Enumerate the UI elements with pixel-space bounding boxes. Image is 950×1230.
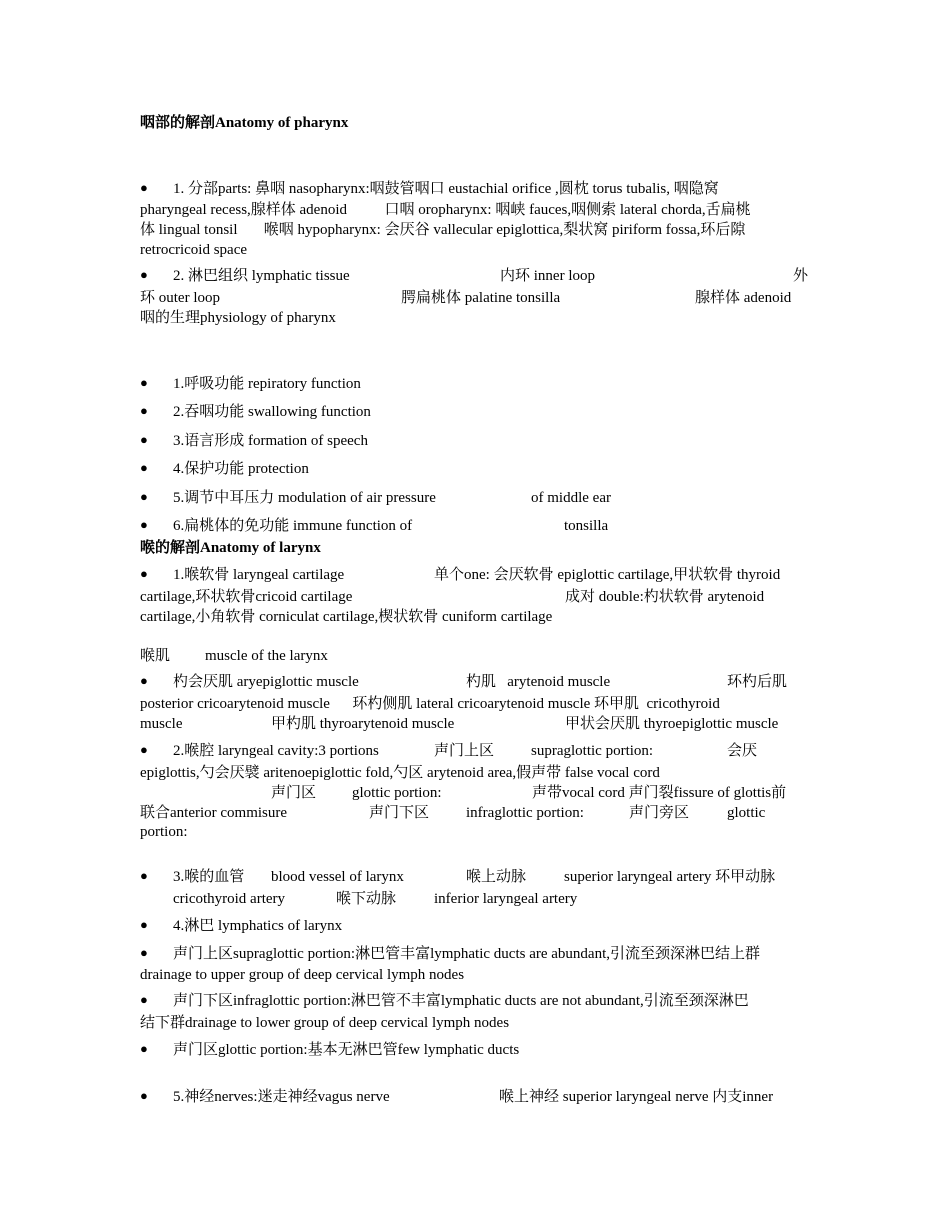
cavity-h: 声带vocal cord 声门裂fissure of glottis前 [532,785,787,801]
lymphatic-tissue: 2. 淋巴组织 lymphatic tissue [173,268,350,284]
larynx-anatomy-heading: 喉的解剖Anatomy of larynx [140,540,321,556]
bullet: ● [140,868,148,883]
parts-line-2: pharyngeal recess,腺样体 adenoid 口咽 oropharynx: 咽峡 fauces,咽侧索 lateral chorda,舌扁桃 [140,202,751,218]
parts-line-1: 1. 分部parts: 鼻咽 nasopharynx:咽鼓管咽口 eustachial orifice ,圆枕 torus tubalis, 咽隐窝 [173,181,719,197]
parts-line-4: retrocricoid space [140,242,248,258]
lymph-supraglottic-cont: drainage to upper group of deep cervical lymph nodes [140,967,465,983]
physiology-item: 5.调节中耳压力 modulation of air pressure [173,490,436,506]
bullet: ● [140,180,148,195]
muscle-b: 杓肌 arytenoid muscle [466,674,611,690]
cavity-d: 会厌 [727,743,758,759]
bullet: ● [140,566,148,581]
nerves-b: 喉上神经 superior laryngeal nerve 内支inner [499,1089,774,1105]
bullet: ● [140,673,148,688]
physiology-item-cont: tonsilla [564,518,609,534]
vessels-g: inferior laryngeal artery [434,891,578,907]
adenoid: 腺样体 adenoid [695,290,792,306]
cavity-k: infraglottic portion: [466,805,584,821]
physiology-item: 3.语言形成 formation of speech [173,433,368,449]
double-cartilage: 成对 double:杓状软骨 arytenoid [565,589,765,605]
vessels-c: 喉上动脉 [466,869,527,885]
lymph-glottic: 声门区glottic portion:基本无淋巴管few lymphatic ducts [173,1042,520,1058]
bullet: ● [140,403,148,418]
outer-loop: 环 outer loop [140,290,220,306]
muscle-e: muscle [140,716,183,732]
cavity-e: epiglottis,勺会厌襞 aritenoepiglottic fold,勺区 arytenoid area,假声带 false vocal cord [140,765,660,781]
physiology-item: 2.吞咽功能 swallowing function [173,404,371,420]
bullet: ● [140,917,148,932]
cavity-l: 声门旁区 [629,805,690,821]
vessels-a: 3.喉的血管 [173,869,245,885]
outer-loop-start: 外 [793,268,809,284]
cavity-g: glottic portion: [352,785,442,801]
lymph-infraglottic-cont: 结下群drainage to lower group of deep cervical lymph nodes [140,1015,510,1031]
inner-loop: 内环 inner loop [500,268,595,284]
pharynx-anatomy-heading: 咽部的解剖Anatomy of pharynx [140,115,349,131]
cavity-b: 声门上区 [434,743,495,759]
vessels-d: superior laryngeal artery 环甲动脉 [564,869,776,885]
cavity-m: glottic [727,805,766,821]
bullet: ● [140,945,148,960]
vessels-b: blood vessel of larynx [271,869,404,885]
bullet: ● [140,517,148,532]
muscle-title-cn: 喉肌 [140,648,171,664]
cavity-a: 2.喉腔 laryngeal cavity:3 portions [173,743,379,759]
cavity-f: 声门区 [271,785,317,801]
muscle-c: 环杓后肌 [727,674,788,690]
lymph-supraglottic: 声门上区supraglottic portion:淋巴管丰富lymphatic ducts are abundant,引流至颈深淋巴结上群 [173,946,761,962]
bullet: ● [140,267,148,282]
muscle-a: 杓会厌肌 aryepiglottic muscle [173,674,359,690]
lymph-title: 4.淋巴 lymphatics of larynx [173,918,343,934]
cricoid-cartilage: cartilage,环状软骨cricoid cartilage [140,589,353,605]
muscle-d: posterior cricoarytenoid muscle 环杓侧肌 lateral cricoarytenoid muscle 环甲肌 cricothyroid [140,696,720,712]
bullet: ● [140,460,148,475]
physiology-item-cont: of middle ear [531,490,611,506]
bullet: ● [140,1088,148,1103]
cavity-j: 声门下区 [369,805,430,821]
bullet: ● [140,1041,148,1056]
physiology-item: 4.保护功能 protection [173,461,309,477]
cavity-n: portion: [140,824,188,840]
muscle-g: 甲状会厌肌 thyroepiglottic muscle [565,716,779,732]
bullet: ● [140,432,148,447]
cartilage-line-3: cartilage,小角软骨 corniculat cartilage,楔状软骨 cuniform cartilage [140,609,553,625]
vessels-e: cricothyroid artery [173,891,286,907]
cavity-i: 联合anterior commisure [140,805,288,821]
palatine-tonsilla: 腭扁桃体 palatine tonsilla [401,290,561,306]
bullet: ● [140,992,148,1007]
physiology-title: 咽的生理physiology of pharynx [140,310,336,326]
parts-line-3: 体 lingual tonsil 喉咽 hypopharynx: 会厌谷 vallecular epiglottica,梨状窝 piriform fossa,环后隙 [140,222,746,238]
muscle-title-en: muscle of the larynx [205,648,328,664]
physiology-item: 1.呼吸功能 repiratory function [173,376,361,392]
bullet: ● [140,742,148,757]
lymph-infraglottic: 声门下区infraglottic portion:淋巴管不丰富lymphatic ducts are not abundant,引流至颈深淋巴 [173,993,749,1009]
single-cartilage: 单个one: 会厌软骨 epiglottic cartilage,甲状软骨 thyroid [434,567,781,583]
physiology-item: 6.扁桃体的免功能 immune function of [173,518,413,534]
bullet: ● [140,489,148,504]
muscle-f: 甲杓肌 thyroarytenoid muscle [271,716,455,732]
laryngeal-cartilage: 1.喉软骨 laryngeal cartilage [173,567,345,583]
bullet: ● [140,375,148,390]
cavity-c: supraglottic portion: [531,743,654,759]
nerves-a: 5.神经nerves:迷走神经vagus nerve [173,1089,390,1105]
vessels-f: 喉下动脉 [336,891,397,907]
